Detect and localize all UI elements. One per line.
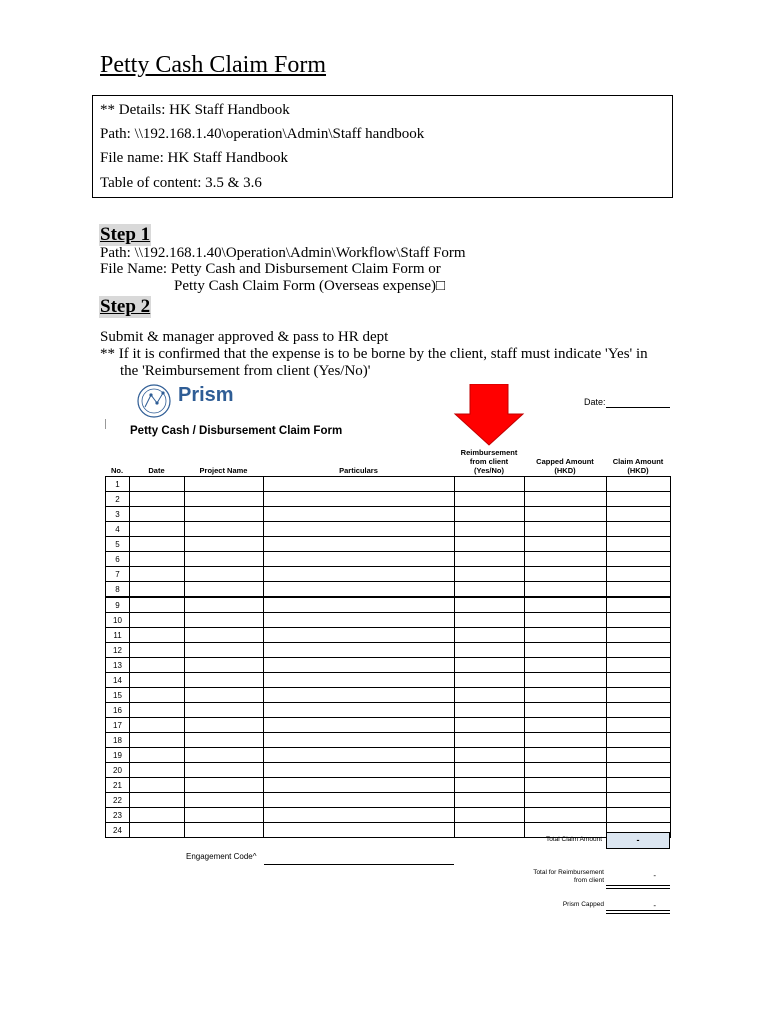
table-row <box>106 597 671 613</box>
project-cell[interactable] <box>185 658 264 673</box>
row-number: 11 <box>106 628 130 643</box>
table-row <box>106 733 671 748</box>
col-header-capped-line: Capped Amount <box>536 457 594 466</box>
table-row <box>106 522 671 537</box>
capped-amount-cell[interactable] <box>525 703 607 718</box>
claim-amount-cell[interactable] <box>607 688 671 703</box>
particulars-cell[interactable] <box>264 688 455 703</box>
details-box <box>92 95 673 198</box>
particulars-cell[interactable] <box>264 823 455 838</box>
table-row <box>106 673 671 688</box>
capped-amount-cell[interactable] <box>525 673 607 688</box>
date-cell[interactable] <box>130 718 185 733</box>
date-cell[interactable] <box>130 613 185 628</box>
particulars-cell[interactable] <box>264 613 455 628</box>
prism-logo-icon <box>133 383 175 419</box>
capped-amount-cell[interactable] <box>525 643 607 658</box>
date-cell[interactable] <box>130 477 185 492</box>
col-header-particulars: Particulars <box>339 466 378 475</box>
reimbursement-total-underline <box>606 885 670 889</box>
row-number: 6 <box>106 552 130 567</box>
table-row <box>106 808 671 823</box>
reimbursement-cell[interactable] <box>455 567 525 582</box>
particulars-cell[interactable] <box>264 673 455 688</box>
date-cell[interactable] <box>130 688 185 703</box>
claim-amount-cell[interactable] <box>607 582 671 598</box>
col-header-reimb-line: Reimbursement <box>460 448 518 457</box>
reimbursement-cell[interactable] <box>455 492 525 507</box>
date-cell[interactable] <box>130 552 185 567</box>
claim-amount-cell[interactable] <box>607 763 671 778</box>
claim-amount-cell[interactable] <box>607 733 671 748</box>
row-number: 3 <box>106 507 130 522</box>
claim-amount-cell[interactable] <box>607 748 671 763</box>
project-cell[interactable] <box>185 778 264 793</box>
claim-amount-cell[interactable] <box>607 658 671 673</box>
table-row <box>106 703 671 718</box>
reimbursement-cell[interactable] <box>455 688 525 703</box>
table-row <box>106 778 671 793</box>
prism-capped-label: Prism Capped <box>562 901 604 908</box>
col-header-capped <box>524 457 606 475</box>
row-number: 19 <box>106 748 130 763</box>
reimbursement-cell[interactable] <box>455 733 525 748</box>
claim-amount-cell[interactable] <box>607 522 671 537</box>
particulars-cell[interactable] <box>264 597 455 613</box>
prism-capped-value: - <box>653 901 656 910</box>
reimbursement-cell[interactable] <box>455 658 525 673</box>
reimbursement-cell[interactable] <box>455 477 525 492</box>
row-number: 1 <box>106 477 130 492</box>
form-title: Petty Cash / Disbursement Claim Form <box>130 425 343 437</box>
particulars-cell[interactable] <box>264 718 455 733</box>
step1-file-name-cont: Petty Cash Claim Form (Overseas expense)□ <box>174 278 446 294</box>
particulars-cell[interactable] <box>264 733 455 748</box>
particulars-cell[interactable] <box>264 477 455 492</box>
project-cell[interactable] <box>185 643 264 658</box>
claim-amount-cell[interactable] <box>607 492 671 507</box>
reimbursement-total-label-line: Total for Reimbursement <box>533 869 604 876</box>
reimbursement-cell[interactable] <box>455 808 525 823</box>
project-cell[interactable] <box>185 582 264 598</box>
project-cell[interactable] <box>185 748 264 763</box>
particulars-cell[interactable] <box>264 703 455 718</box>
table-row <box>106 552 671 567</box>
table-row <box>106 567 671 582</box>
table-row <box>106 537 671 552</box>
row-number: 9 <box>106 597 130 613</box>
capped-amount-cell[interactable] <box>525 658 607 673</box>
capped-amount-cell[interactable] <box>525 522 607 537</box>
prism-logo-text: Prism <box>178 384 234 406</box>
date-cell[interactable] <box>130 492 185 507</box>
table-row <box>106 628 671 643</box>
particulars-cell[interactable] <box>264 643 455 658</box>
step2-line3: the 'Reimbursement from client (Yes/No)' <box>120 363 371 379</box>
claim-amount-cell[interactable] <box>607 628 671 643</box>
row-number: 4 <box>106 522 130 537</box>
reimbursement-total-label-line: from client <box>574 877 604 884</box>
reimbursement-cell[interactable] <box>455 552 525 567</box>
reimbursement-cell[interactable] <box>455 613 525 628</box>
project-cell[interactable] <box>185 688 264 703</box>
date-cell[interactable] <box>130 658 185 673</box>
capped-amount-cell[interactable] <box>525 733 607 748</box>
particulars-cell[interactable] <box>264 552 455 567</box>
step1-heading: Step 1 <box>100 224 151 245</box>
capped-amount-cell[interactable] <box>525 582 607 598</box>
reimbursement-cell[interactable] <box>455 823 525 838</box>
date-cell[interactable] <box>130 793 185 808</box>
project-cell[interactable] <box>185 613 264 628</box>
engagement-code-label: Engagement Code^ <box>186 852 257 861</box>
col-header-claim-line: (HKD) <box>627 466 649 475</box>
reimbursement-cell[interactable] <box>455 582 525 598</box>
col-header-capped-line: (HKD) <box>554 466 576 475</box>
row-number: 2 <box>106 492 130 507</box>
particulars-cell[interactable] <box>264 567 455 582</box>
details-line: ** Details: HK Staff Handbook <box>100 102 290 118</box>
details-line: Path: \\192.168.1.40\operation\Admin\Staff handbook <box>100 126 425 142</box>
claim-amount-cell[interactable] <box>607 778 671 793</box>
reimbursement-cell[interactable] <box>455 628 525 643</box>
project-cell[interactable] <box>185 763 264 778</box>
capped-amount-cell[interactable] <box>525 718 607 733</box>
capped-amount-cell[interactable] <box>525 778 607 793</box>
claim-amount-cell[interactable] <box>607 703 671 718</box>
table-row <box>106 748 671 763</box>
page-title: Petty Cash Claim Form <box>100 52 327 78</box>
details-line: File name: HK Staff Handbook <box>100 150 289 166</box>
claim-amount-cell[interactable] <box>607 507 671 522</box>
project-cell[interactable] <box>185 552 264 567</box>
date-cell[interactable] <box>130 582 185 598</box>
reimbursement-cell[interactable] <box>455 537 525 552</box>
capped-amount-cell[interactable] <box>525 628 607 643</box>
reimbursement-cell[interactable] <box>455 703 525 718</box>
project-cell[interactable] <box>185 823 264 838</box>
capped-amount-cell[interactable] <box>525 492 607 507</box>
capped-amount-cell[interactable] <box>525 748 607 763</box>
row-number: 12 <box>106 643 130 658</box>
row-number: 5 <box>106 537 130 552</box>
step1-path: Path: \\192.168.1.40\Operation\Admin\Workflow\Staff Form <box>100 245 466 261</box>
details-line: Table of content: 3.5 & 3.6 <box>100 175 262 191</box>
capped-amount-cell[interactable] <box>525 537 607 552</box>
project-cell[interactable] <box>185 718 264 733</box>
table-row <box>106 658 671 673</box>
col-header-reimbursement <box>454 448 524 475</box>
total-claim-label: Total Claim Amount <box>546 836 602 843</box>
step2-line2: ** If it is confirmed that the expense is to be borne by the client, staff must indicate 'Yes' in <box>100 346 648 362</box>
capped-amount-cell[interactable] <box>525 613 607 628</box>
claim-amount-cell[interactable] <box>607 537 671 552</box>
date-cell[interactable] <box>130 763 185 778</box>
particulars-cell[interactable] <box>264 537 455 552</box>
project-cell[interactable] <box>185 567 264 582</box>
row-number: 14 <box>106 673 130 688</box>
row-number: 13 <box>106 658 130 673</box>
date-cell[interactable] <box>130 643 185 658</box>
reimbursement-cell[interactable] <box>455 673 525 688</box>
row-number: 24 <box>106 823 130 838</box>
claim-amount-cell[interactable] <box>607 567 671 582</box>
step1-file-name: File Name: Petty Cash and Disbursement Claim Form or <box>100 261 441 277</box>
reimbursement-cell[interactable] <box>455 793 525 808</box>
engagement-code-line <box>264 864 454 865</box>
step2-line1: Submit & manager approved & pass to HR dept <box>100 329 389 345</box>
col-header-no: No. <box>110 466 124 475</box>
date-cell[interactable] <box>130 778 185 793</box>
date-cell[interactable] <box>130 522 185 537</box>
particulars-cell[interactable] <box>264 507 455 522</box>
reimbursement-cell[interactable] <box>455 778 525 793</box>
row-number: 20 <box>106 763 130 778</box>
claim-table <box>105 476 671 838</box>
reimbursement-cell[interactable] <box>455 643 525 658</box>
claim-amount-cell[interactable] <box>607 793 671 808</box>
total-claim-value: - <box>606 832 670 849</box>
date-cell[interactable] <box>130 808 185 823</box>
capped-amount-cell[interactable] <box>525 793 607 808</box>
date-line <box>606 407 670 408</box>
col-header-project: Project Name <box>199 466 248 475</box>
row-number: 23 <box>106 808 130 823</box>
reimbursement-cell[interactable] <box>455 597 525 613</box>
row-number: 7 <box>106 567 130 582</box>
date-cell[interactable] <box>130 703 185 718</box>
claim-amount-cell[interactable] <box>607 673 671 688</box>
capped-amount-cell[interactable] <box>525 507 607 522</box>
row-number: 15 <box>106 688 130 703</box>
row-number: 22 <box>106 793 130 808</box>
date-cell[interactable] <box>130 537 185 552</box>
project-cell[interactable] <box>185 628 264 643</box>
claim-amount-cell[interactable] <box>607 643 671 658</box>
project-cell[interactable] <box>185 492 264 507</box>
col-header-reimb-line: from client <box>469 457 509 466</box>
table-row <box>106 613 671 628</box>
claim-amount-cell[interactable] <box>607 718 671 733</box>
date-cell[interactable] <box>130 748 185 763</box>
row-number: 16 <box>106 703 130 718</box>
reimbursement-total-label <box>520 869 604 885</box>
date-cell[interactable] <box>130 673 185 688</box>
particulars-cell[interactable] <box>264 778 455 793</box>
prism-capped-underline <box>606 910 670 914</box>
capped-amount-cell[interactable] <box>525 552 607 567</box>
project-cell[interactable] <box>185 793 264 808</box>
col-header-claim-line: Claim Amount <box>612 457 664 466</box>
particulars-cell[interactable] <box>264 492 455 507</box>
date-cell[interactable] <box>130 733 185 748</box>
row-number: 17 <box>106 718 130 733</box>
down-arrow-icon <box>453 384 525 446</box>
row-number: 8 <box>106 582 130 598</box>
date-cell[interactable] <box>130 628 185 643</box>
claim-amount-cell[interactable] <box>607 808 671 823</box>
claim-amount-cell[interactable] <box>607 477 671 492</box>
table-row <box>106 793 671 808</box>
date-cell[interactable] <box>130 507 185 522</box>
table-row <box>106 763 671 778</box>
reimbursement-total-value: - <box>653 871 656 880</box>
project-cell[interactable] <box>185 733 264 748</box>
project-cell[interactable] <box>185 597 264 613</box>
reimbursement-cell[interactable] <box>455 507 525 522</box>
reimbursement-cell[interactable] <box>455 748 525 763</box>
reimbursement-cell[interactable] <box>455 763 525 778</box>
claim-amount-cell[interactable] <box>607 613 671 628</box>
capped-amount-cell[interactable] <box>525 763 607 778</box>
reimbursement-cell[interactable] <box>455 718 525 733</box>
particulars-cell[interactable] <box>264 763 455 778</box>
particulars-cell[interactable] <box>264 793 455 808</box>
table-row <box>106 507 671 522</box>
capped-amount-cell[interactable] <box>525 808 607 823</box>
capped-amount-cell[interactable] <box>525 477 607 492</box>
project-cell[interactable] <box>185 537 264 552</box>
row-number: 21 <box>106 778 130 793</box>
capped-amount-cell[interactable] <box>525 688 607 703</box>
row-number: 18 <box>106 733 130 748</box>
claim-amount-cell[interactable] <box>607 552 671 567</box>
col-header-date: Date <box>148 466 165 475</box>
particulars-cell[interactable] <box>264 658 455 673</box>
table-row <box>106 477 671 492</box>
col-header-claim <box>606 457 670 475</box>
reimbursement-cell[interactable] <box>455 522 525 537</box>
row-number: 10 <box>106 613 130 628</box>
particulars-cell[interactable] <box>264 628 455 643</box>
project-cell[interactable] <box>185 808 264 823</box>
project-cell[interactable] <box>185 522 264 537</box>
table-row <box>106 582 671 598</box>
claim-amount-cell[interactable] <box>607 597 671 613</box>
project-cell[interactable] <box>185 477 264 492</box>
project-cell[interactable] <box>185 703 264 718</box>
capped-amount-cell[interactable] <box>525 567 607 582</box>
step2-heading: Step 2 <box>100 296 151 317</box>
table-row <box>106 718 671 733</box>
date-cell[interactable] <box>130 567 185 582</box>
particulars-cell[interactable] <box>264 522 455 537</box>
table-row <box>106 492 671 507</box>
margin-tick <box>105 419 106 429</box>
col-header-reimb-line: (Yes/No) <box>473 466 504 475</box>
table-row <box>106 688 671 703</box>
particulars-cell[interactable] <box>264 808 455 823</box>
date-label: Date: <box>584 397 606 407</box>
particulars-cell[interactable] <box>264 582 455 598</box>
capped-amount-cell[interactable] <box>525 597 607 613</box>
particulars-cell[interactable] <box>264 748 455 763</box>
project-cell[interactable] <box>185 673 264 688</box>
project-cell[interactable] <box>185 507 264 522</box>
date-cell[interactable] <box>130 597 185 613</box>
date-cell[interactable] <box>130 823 185 838</box>
table-row <box>106 643 671 658</box>
